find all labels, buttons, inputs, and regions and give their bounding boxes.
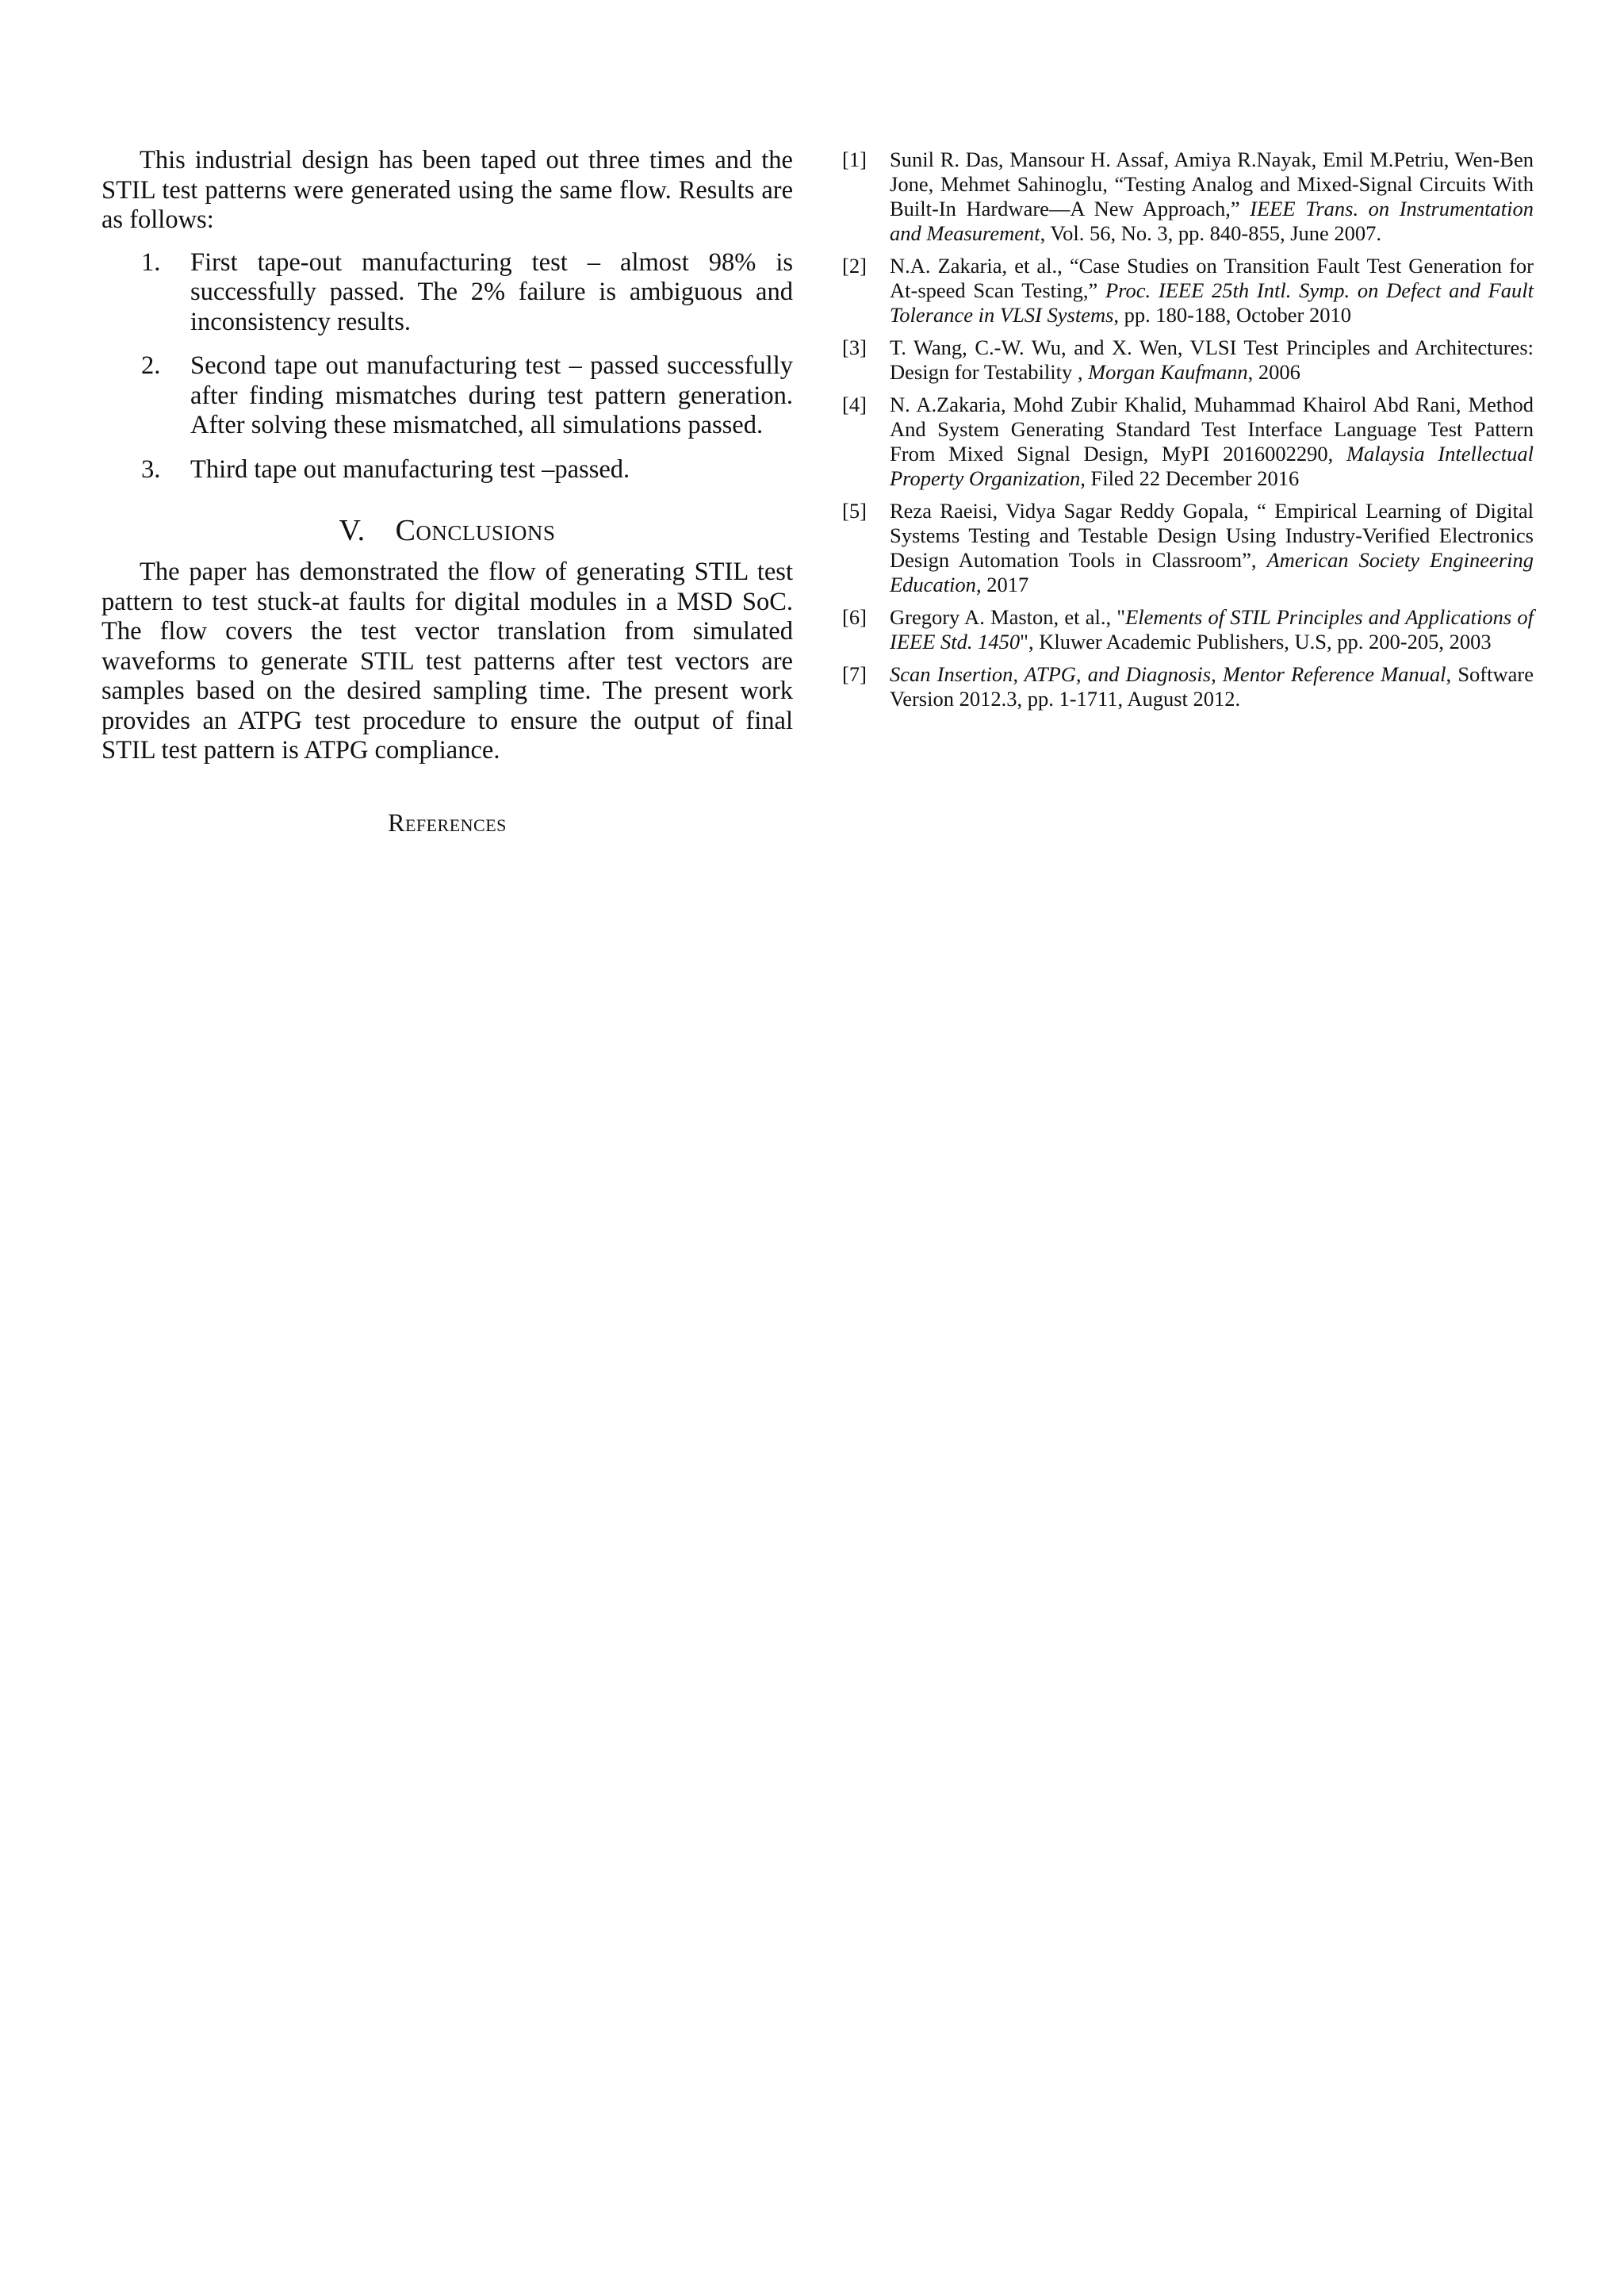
list-text: First tape-out manufacturing test – almost 98% is successfully passed. The 2% failure is ambiguous and inconsistency results. bbox=[190, 247, 793, 336]
references-heading: References bbox=[388, 807, 507, 837]
reference-details: , pp. 180-188, October 2010 bbox=[1113, 303, 1351, 327]
reference-text: Gregory A. Maston, et al., " bbox=[890, 605, 1126, 629]
reference-details: ", Kluwer Academic Publishers, U.S, pp. 200-205, 2003 bbox=[1020, 630, 1492, 654]
section-title: Conclusions bbox=[395, 514, 556, 547]
reference-venue: IEEE Trans. on Instrumentation and Measurement bbox=[890, 197, 1534, 245]
reference-item bbox=[842, 662, 1534, 711]
results-list-item bbox=[102, 351, 793, 441]
intro-paragraph: This industrial design has been taped out three times and the STIL test patterns were generated using the same flow. Results are as follows: bbox=[102, 146, 793, 234]
list-text: Third tape out manufacturing test –passed. bbox=[190, 454, 630, 484]
results-list-item bbox=[102, 455, 793, 485]
right-column bbox=[842, 148, 1534, 719]
reference-item bbox=[842, 335, 1534, 385]
section-heading-conclusions bbox=[102, 513, 793, 548]
reference-number: [7] bbox=[842, 662, 867, 686]
reference-number: [3] bbox=[842, 335, 867, 359]
reference-list bbox=[842, 148, 1534, 711]
reference-item bbox=[842, 393, 1534, 491]
results-list-item bbox=[102, 248, 793, 338]
reference-number: [5] bbox=[842, 499, 867, 523]
reference-venue: Elements of STIL Principles and Applications of IEEE Std. 1450 bbox=[890, 605, 1534, 654]
reference-details: , Software Version 2012.3, pp. 1-1711, August 2012. bbox=[890, 662, 1534, 711]
reference-text: Sunil R. Das, Mansour H. Assaf, Amiya R.Nayak, Emil M.Petriu, Wen-Ben Jone, Mehmet Sahinoglu, “Testing Analog and Mixed-Signal Circuits With Built-In Hardware—A New Approach,” bbox=[890, 148, 1534, 220]
reference-venue: Morgan Kaufmann bbox=[1088, 360, 1248, 384]
reference-text: T. Wang, C.-W. Wu, and X. Wen, VLSI Test Principles and Architectures: Design for Testability , bbox=[890, 335, 1534, 384]
reference-details: , 2017 bbox=[975, 573, 1029, 596]
reference-item bbox=[842, 605, 1534, 654]
list-number: 1. bbox=[141, 247, 161, 277]
reference-venue: Proc. IEEE 25th Intl. Symp. on Defect and Fault Tolerance in VLSI Systems bbox=[890, 278, 1534, 327]
reference-venue: Scan Insertion, ATPG, and Diagnosis, Mentor Reference Manual bbox=[890, 662, 1446, 686]
reference-number: [1] bbox=[842, 148, 867, 171]
list-number: 3. bbox=[141, 454, 161, 484]
reference-text: Reza Raeisi, Vidya Sagar Reddy Gopala, “ Empirical Learning of Digital Systems Testing and Testable Design Using Industry-Verified Electronics Design Automation Tools in Classroom”, bbox=[890, 499, 1534, 572]
reference-details: , Vol. 56, No. 3, pp. 840-855, June 2007. bbox=[1040, 221, 1382, 245]
reference-details: , 2006 bbox=[1247, 360, 1300, 384]
reference-item bbox=[842, 148, 1534, 246]
left-column bbox=[102, 146, 793, 838]
reference-item bbox=[842, 499, 1534, 597]
reference-number: [2] bbox=[842, 254, 867, 278]
section-number: V. bbox=[339, 514, 366, 547]
results-list bbox=[102, 248, 793, 485]
reference-details: , Filed 22 December 2016 bbox=[1080, 466, 1300, 490]
reference-number: [6] bbox=[842, 605, 867, 629]
reference-text: N. A.Zakaria, Mohd Zubir Khalid, Muhammad Khairol Abd Rani, Method And System Generating Standard Test Interface Language Test Pattern From Mixed Signal Design, MyPI 2016002290, bbox=[890, 393, 1534, 466]
reference-venue: Malaysia Intellectual Property Organization bbox=[890, 442, 1534, 490]
reference-number: [4] bbox=[842, 393, 867, 416]
reference-text: N.A. Zakaria, et al., “Case Studies on Transition Fault Test Generation for At-speed Scan Testing,” bbox=[890, 254, 1534, 302]
list-number: 2. bbox=[141, 351, 161, 380]
reference-item bbox=[842, 254, 1534, 328]
list-text: Second tape out manufacturing test – passed successfully after finding mismatches during test pattern generation. After solving these mismatched, all simulations passed. bbox=[190, 351, 793, 439]
conclusion-paragraph: The paper has demonstrated the flow of generating STIL test pattern to test stuck-at faults for digital modules in a MSD SoC. The flow covers the test vector translation from simulated waveforms to generate STIL test patterns after test vectors are samples based on the desired sampling time. The present work provides an ATPG test procedure to ensure the output of final STIL test pattern is ATPG compliance. bbox=[102, 558, 793, 765]
reference-venue: American Society Engineering Education bbox=[890, 548, 1534, 596]
